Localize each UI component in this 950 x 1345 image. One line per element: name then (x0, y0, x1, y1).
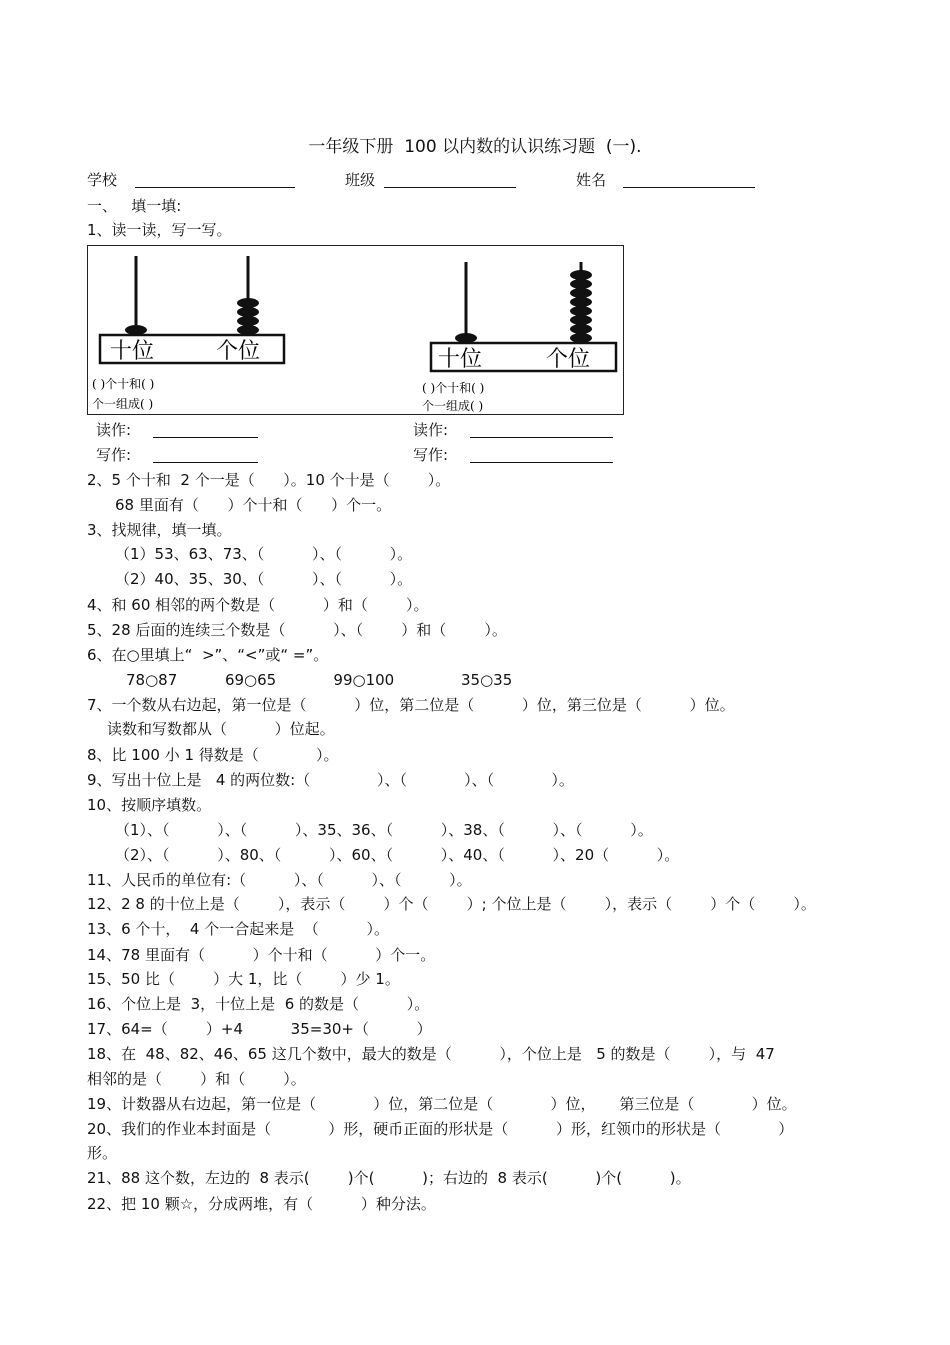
question-line: 读数和写数都从（ ）位起。 (107, 720, 335, 738)
question-line: 相邻的是（ ）和（ ）。 (87, 1070, 306, 1088)
abacus-left (92, 256, 284, 411)
question-line: （2）、（ ）、80、（ ）、60、（ ）、40、（ ）、20（ ）。 (115, 846, 680, 864)
name-field[interactable] (623, 187, 755, 188)
question-line: 16、个位上是 3，十位上是 6 的数是（ ）。 (87, 995, 430, 1013)
question-line: 19、计数器从右边起，第一位是（ ）位，第二位是（ ）位， 第三位是（ ）位。 (87, 1095, 797, 1113)
question-line: 2、5 个十和 2 个一是（ ）。10 个十是（ ）。 (87, 471, 451, 489)
write-answer-field[interactable] (470, 462, 613, 463)
question-line: 4、和 60 相邻的两个数是（ ）和（ ）。 (87, 596, 429, 614)
ones-place-label: 个位 (216, 339, 261, 364)
school-field[interactable] (135, 187, 295, 188)
question-line: 22、把 10 颗☆，分成两堆，有（ ）种分法。 (87, 1195, 436, 1213)
abacus-caption: 个一组成( ) (422, 399, 484, 413)
question-line: 14、78 里面有（ ）个十和（ ）个一。 (87, 946, 436, 964)
abacus-bead (237, 316, 259, 326)
question-line: 13、6 个十， 4 个一合起来是 （ ）。 (87, 920, 389, 938)
abacus-bead (570, 306, 592, 316)
abacus-bead (125, 325, 147, 335)
question-line: 7、一个数从右边起，第一位是（ ）位，第二位是（ ）位，第三位是（ ）位。 (87, 696, 735, 714)
abacus-bead (570, 288, 592, 298)
abacus-bead (237, 307, 259, 317)
abacus-bead (570, 270, 592, 280)
abacus-caption: 个一组成( ) (92, 397, 154, 411)
abacus-right (422, 262, 616, 413)
tens-beads (455, 333, 477, 343)
abacus-bead (570, 279, 592, 289)
question-line: （1）、（ ）、（ ）、35、36、（ ）、38、（ ）、（ ）。 (115, 821, 653, 839)
write-answer-field[interactable] (153, 462, 258, 463)
read-label: 读作: (413, 421, 449, 439)
abacus-bead (570, 315, 592, 325)
question-1: 1、读一读，写一写。 (87, 221, 232, 239)
abacus-bead (237, 325, 259, 335)
abacus-bead (570, 297, 592, 307)
question-line: 9、写出十位上是 4 的两位数:（ ）、（ ）、（ ）。 (87, 771, 574, 789)
abacus-bead (570, 324, 592, 334)
question-line: 6、在○里填上“ >”、“<”或“ =”。 (87, 646, 329, 664)
question-line: 21、88 这个数，左边的 8 表示( )个( )；右边的 8 表示( )个( )。 (87, 1169, 691, 1187)
question-line: 10、按顺序填数。 (87, 796, 212, 814)
read-answer-field[interactable] (153, 437, 258, 438)
abacus-bead (455, 333, 477, 343)
name-label: 姓名 (576, 171, 607, 189)
read-label: 读作: (96, 421, 132, 439)
tens-place-label: 十位 (438, 347, 483, 372)
question-line: 5、28 后面的连续三个数是（ ）、（ ）和（ ）。 (87, 621, 507, 639)
class-label: 班级 (345, 171, 376, 189)
write-label: 写作: (413, 446, 449, 464)
abacus-caption: ( )个十和( ) (422, 381, 485, 395)
question-line: 17、64=（ ）+4 35=30+（ ） (87, 1020, 432, 1038)
question-line: 20、我们的作业本封面是（ ）形，硬币正面的形状是（ ）形，红领巾的形状是（ ） (87, 1120, 794, 1138)
question-line: 68 里面有（ ）个十和（ ）个一。 (115, 496, 392, 514)
question-line: 3、找规律，填一填。 (87, 521, 232, 539)
read-answer-field[interactable] (470, 437, 613, 438)
ones-beads (570, 270, 592, 343)
ones-place-label: 个位 (546, 347, 591, 372)
ones-beads (237, 298, 259, 335)
question-line: 18、在 48、82、46、65 这几个数中，最大的数是（ ），个位上是 5 的数是（ ），与 47 (87, 1045, 775, 1063)
question-line: 12、2 8 的十位上是（ ），表示（ ）个（ ）; 个位上是（ ），表示（ ）个（ ）。 (87, 895, 816, 913)
page-title: 一年级下册 100 以内数的认识练习题 (一). (308, 137, 642, 157)
write-label: 写作: (96, 446, 132, 464)
section-heading: 一、 填一填: (87, 197, 182, 215)
question-line: 形。 (87, 1144, 118, 1162)
school-label: 学校 (87, 171, 118, 189)
question-line: 15、50 比（ ）大 1，比（ ）少 1。 (87, 970, 400, 988)
tens-place-label: 十位 (110, 339, 155, 364)
question-line: 8、比 100 小 1 得数是（ ）。 (87, 746, 339, 764)
question-line: 78○87 69○65 99○100 35○35 (126, 671, 513, 689)
question-line: （1）53、63、73、（ ）、（ ）。 (115, 545, 413, 563)
question-line: 11、人民币的单位有:（ ）、（ ）、（ ）。 (87, 871, 472, 889)
class-field[interactable] (384, 187, 516, 188)
tens-beads (125, 325, 147, 335)
question-line: （2）40、35、30、（ ）、（ ）。 (115, 570, 413, 588)
abacus-figure (87, 245, 624, 415)
abacus-bead (570, 333, 592, 343)
abacus-bead (237, 298, 259, 308)
abacus-caption: ( )个十和( ) (92, 377, 155, 391)
